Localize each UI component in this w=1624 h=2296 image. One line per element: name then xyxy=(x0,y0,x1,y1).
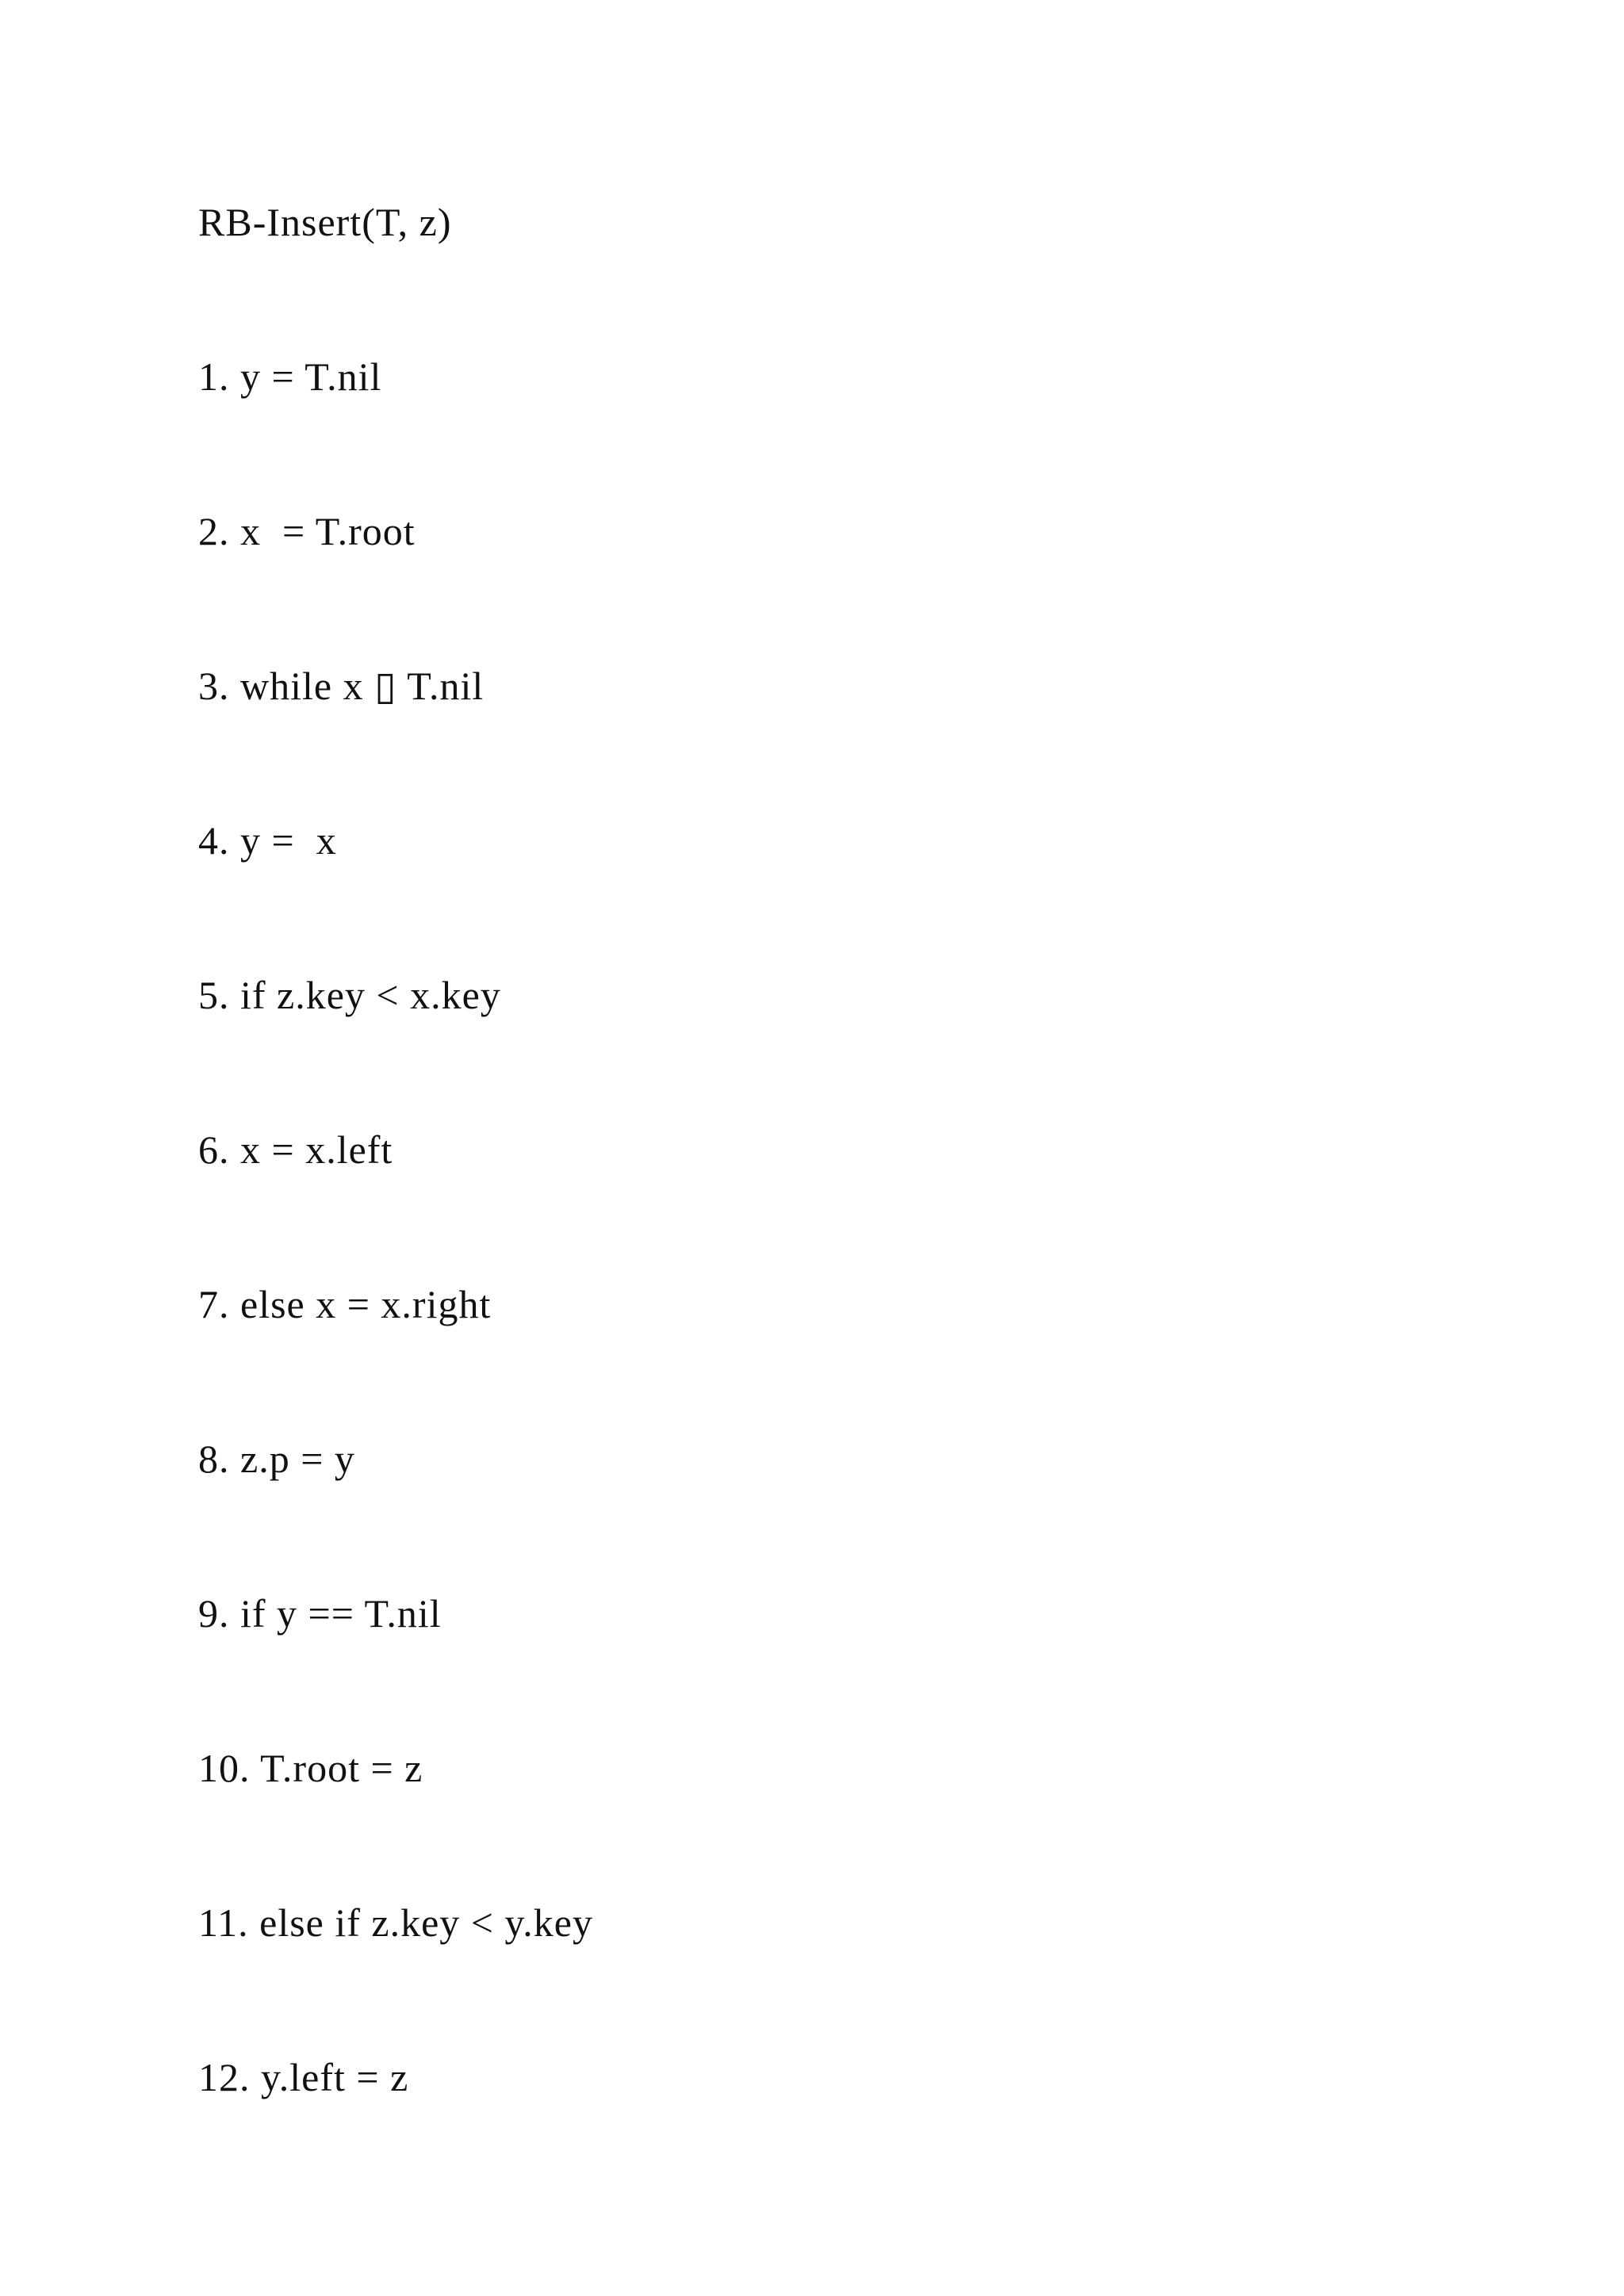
code-line-3: 3. while x ▯ T.nil xyxy=(198,664,485,708)
code-line-10: 10. T.root = z xyxy=(198,1746,423,1790)
code-line-12: 12. y.left = z xyxy=(198,2055,409,2099)
code-line-5: 5. if z.key < x.key xyxy=(198,973,501,1017)
code-line-11: 11. else if z.key < y.key xyxy=(198,1900,593,1945)
code-line-7: 7. else x = x.right xyxy=(198,1282,492,1326)
code-line-8: 8. z.p = y xyxy=(198,1437,355,1481)
code-line-2: 2. x = T.root xyxy=(198,509,416,553)
code-line-9: 9. if y == T.nil xyxy=(198,1591,442,1636)
code-line-6: 6. x = x.left xyxy=(198,1127,393,1172)
code-line-4: 4. y = x xyxy=(198,818,337,863)
code-line-1: 1. y = T.nil xyxy=(198,354,382,399)
procedure-title: RB-Insert(T, z) xyxy=(198,200,452,244)
